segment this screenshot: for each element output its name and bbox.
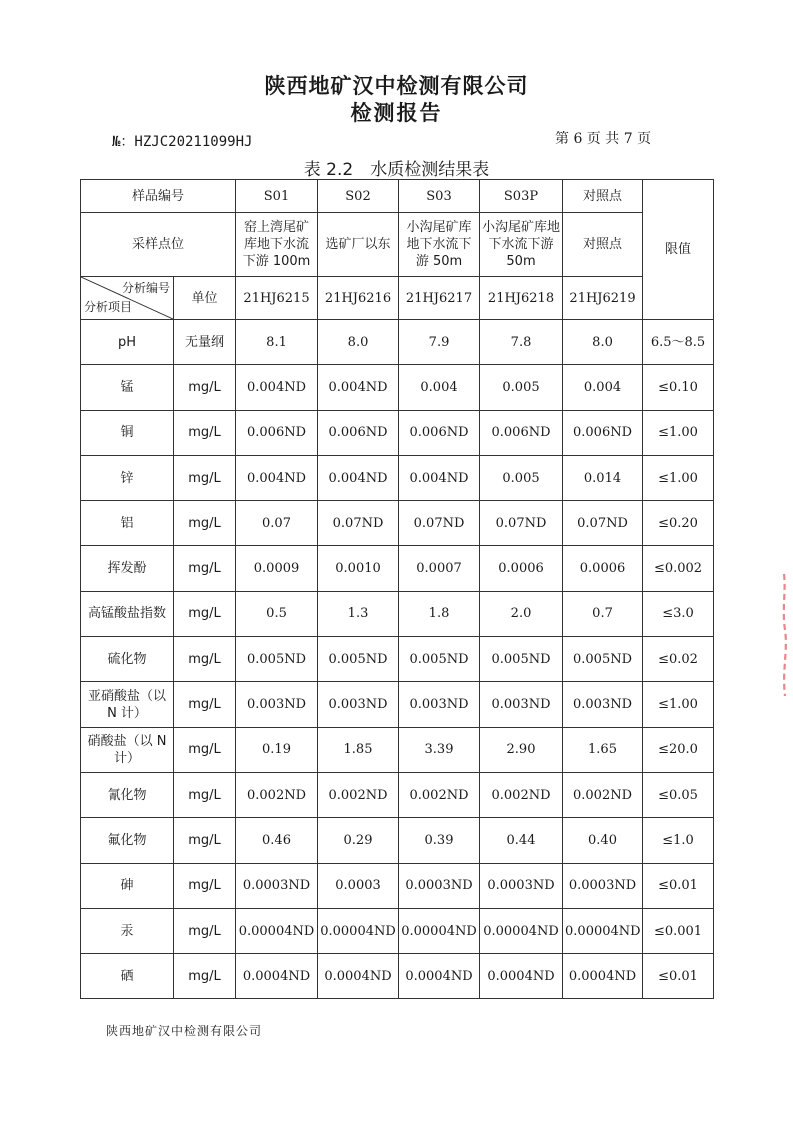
unit-cell: mg/L [174, 501, 236, 546]
unit-cell: mg/L [174, 410, 236, 455]
result-value: 0.006ND [563, 410, 643, 455]
table-row [81, 772, 714, 817]
analysis-item: 亚硝酸盐（以 N 计） [81, 682, 174, 727]
sample-id: S03P [480, 180, 563, 213]
sampling-point: 窑上湾尾矿库地下水流下游 100m [236, 213, 318, 277]
result-value: 0.002ND [318, 772, 399, 817]
result-value: 0.0004ND [563, 954, 643, 999]
analysis-item: 铝 [81, 501, 174, 546]
limit-header: 限值 [643, 180, 714, 320]
sample-id: S02 [318, 180, 399, 213]
result-value: 0.006ND [480, 410, 563, 455]
analysis-no: 21HJ6218 [480, 277, 563, 320]
unit-label: 单位 [174, 277, 236, 320]
result-value: 0.0009 [236, 546, 318, 591]
table-row [81, 908, 714, 953]
limit-value: ≤20.0 [643, 727, 714, 772]
unit-cell: mg/L [174, 591, 236, 636]
analysis-item: 氰化物 [81, 772, 174, 817]
result-value: 0.0003ND [399, 863, 480, 908]
sampling-point: 对照点 [563, 213, 643, 277]
result-value: 0.003ND [236, 682, 318, 727]
result-value: 0.40 [563, 818, 643, 863]
result-value: 0.005ND [399, 637, 480, 682]
result-value: 0.7 [563, 591, 643, 636]
result-value: 3.39 [399, 727, 480, 772]
table-row [81, 365, 714, 410]
table-row [81, 727, 714, 772]
unit-cell: 无量纲 [174, 320, 236, 365]
unit-cell: mg/L [174, 908, 236, 953]
analysis-item: 硒 [81, 954, 174, 999]
unit-cell: mg/L [174, 455, 236, 500]
unit-cell: mg/L [174, 637, 236, 682]
header-row-analysis-no [81, 277, 714, 320]
analysis-item: 锌 [81, 455, 174, 500]
result-value: 0.0003 [318, 863, 399, 908]
result-value: 0.0007 [399, 546, 480, 591]
header-row-sampling-point [81, 213, 714, 277]
result-value: 0.005 [480, 365, 563, 410]
result-value: 0.00004ND [236, 908, 318, 953]
result-value: 0.006ND [318, 410, 399, 455]
table-row [81, 863, 714, 908]
footer-company: 陕西地矿汉中检测有限公司 [106, 1024, 263, 1038]
result-value: 0.006ND [236, 410, 318, 455]
result-value: 0.39 [399, 818, 480, 863]
result-value: 2.90 [480, 727, 563, 772]
result-value: 0.005ND [318, 637, 399, 682]
result-value: 0.002ND [563, 772, 643, 817]
result-value: 0.003ND [399, 682, 480, 727]
table-row [81, 410, 714, 455]
analysis-no: 21HJ6219 [563, 277, 643, 320]
result-value: 0.002ND [480, 772, 563, 817]
result-value: 0.006ND [399, 410, 480, 455]
result-value: 0.014 [563, 455, 643, 500]
table-row [81, 546, 714, 591]
sample-id: S03 [399, 180, 480, 213]
table-row [81, 501, 714, 546]
sampling-point: 小沟尾矿库地下水流下游 50m [480, 213, 563, 277]
unit-cell: mg/L [174, 863, 236, 908]
result-value: 8.0 [563, 320, 643, 365]
sample-no-label: 样品编号 [81, 180, 236, 213]
result-value: 1.85 [318, 727, 399, 772]
unit-cell: mg/L [174, 682, 236, 727]
result-value: 0.0004ND [236, 954, 318, 999]
result-value: 0.003ND [480, 682, 563, 727]
result-value: 0.00004ND [318, 908, 399, 953]
limit-value: ≤0.10 [643, 365, 714, 410]
result-value: 0.07ND [480, 501, 563, 546]
result-value: 0.003ND [318, 682, 399, 727]
analysis-item: 挥发酚 [81, 546, 174, 591]
analysis-item-label: 分析项目 [84, 300, 133, 314]
limit-value: ≤0.20 [643, 501, 714, 546]
table-row [81, 954, 714, 999]
result-value: 0.0003ND [480, 863, 563, 908]
limit-value: ≤0.01 [643, 954, 714, 999]
result-value: 7.9 [399, 320, 480, 365]
result-value: 0.002ND [399, 772, 480, 817]
limit-value: ≤1.00 [643, 455, 714, 500]
sampling-point: 小沟尾矿库地下水流下游 50m [399, 213, 480, 277]
result-value: 7.8 [480, 320, 563, 365]
result-value: 0.004 [399, 365, 480, 410]
result-value: 0.0003ND [563, 863, 643, 908]
result-value: 0.00004ND [399, 908, 480, 953]
result-value: 1.8 [399, 591, 480, 636]
limit-value: 6.5～8.5 [643, 320, 714, 365]
result-value: 0.004 [563, 365, 643, 410]
result-value: 0.07 [236, 501, 318, 546]
result-value: 0.004ND [236, 455, 318, 500]
limit-value: ≤0.002 [643, 546, 714, 591]
unit-cell: mg/L [174, 365, 236, 410]
result-value: 0.0003ND [236, 863, 318, 908]
result-value: 0.46 [236, 818, 318, 863]
table-title: 表 2.2 水质检测结果表 [303, 160, 490, 180]
report-number: №：HZJC20211099HJ [112, 134, 253, 150]
result-value: 0.0006 [563, 546, 643, 591]
report-title: 检测报告 [350, 101, 443, 125]
result-value: 0.07ND [563, 501, 643, 546]
result-value: 1.65 [563, 727, 643, 772]
result-value: 0.005 [480, 455, 563, 500]
result-value: 0.0006 [480, 546, 563, 591]
analysis-item: 硝酸盐（以 N 计） [81, 727, 174, 772]
result-value: 0.005ND [563, 637, 643, 682]
limit-value: ≤3.0 [643, 591, 714, 636]
analysis-no: 21HJ6215 [236, 277, 318, 320]
result-value: 1.3 [318, 591, 399, 636]
sample-id: S01 [236, 180, 318, 213]
result-value: 0.004ND [318, 455, 399, 500]
stamp-edge-mark [770, 570, 790, 700]
result-value: 0.005ND [480, 637, 563, 682]
header-row-sample-no [81, 180, 714, 213]
unit-cell: mg/L [174, 818, 236, 863]
result-value: 0.004ND [236, 365, 318, 410]
result-value: 0.00004ND [563, 908, 643, 953]
page-info: 第 6 页 共 7 页 [555, 131, 652, 147]
results-table [80, 179, 714, 999]
result-value: 0.07ND [318, 501, 399, 546]
result-value: 0.07ND [399, 501, 480, 546]
limit-value: ≤0.05 [643, 772, 714, 817]
table-row [81, 455, 714, 500]
analysis-item: 铜 [81, 410, 174, 455]
result-value: 0.29 [318, 818, 399, 863]
result-value: 0.004ND [399, 455, 480, 500]
result-value: 8.0 [318, 320, 399, 365]
result-value: 2.0 [480, 591, 563, 636]
result-value: 0.5 [236, 591, 318, 636]
organization-title: 陕西地矿汉中检测有限公司 [264, 74, 529, 98]
table-row [81, 320, 714, 365]
result-value: 0.005ND [236, 637, 318, 682]
result-value: 8.1 [236, 320, 318, 365]
unit-cell: mg/L [174, 727, 236, 772]
analysis-item: 高锰酸盐指数 [81, 591, 174, 636]
analysis-no: 21HJ6217 [399, 277, 480, 320]
sample-id: 对照点 [563, 180, 643, 213]
analysis-item: 锰 [81, 365, 174, 410]
unit-cell: mg/L [174, 954, 236, 999]
limit-value: ≤0.001 [643, 908, 714, 953]
limit-value: ≤0.02 [643, 637, 714, 682]
unit-cell: mg/L [174, 772, 236, 817]
limit-value: ≤1.00 [643, 682, 714, 727]
result-value: 0.0004ND [480, 954, 563, 999]
limit-value: ≤0.01 [643, 863, 714, 908]
table-row [81, 637, 714, 682]
limit-value: ≤1.0 [643, 818, 714, 863]
result-value: 0.003ND [563, 682, 643, 727]
table-row [81, 682, 714, 727]
sampling-point-label: 采样点位 [81, 213, 236, 277]
analysis-item: 氟化物 [81, 818, 174, 863]
result-value: 0.44 [480, 818, 563, 863]
analysis-no: 21HJ6216 [318, 277, 399, 320]
analysis-no-label: 分析编号 [121, 281, 170, 295]
result-value: 0.00004ND [480, 908, 563, 953]
table-row [81, 591, 714, 636]
analysis-item: 汞 [81, 908, 174, 953]
analysis-item: 砷 [81, 863, 174, 908]
result-value: 0.0004ND [318, 954, 399, 999]
unit-cell: mg/L [174, 546, 236, 591]
result-value: 0.0010 [318, 546, 399, 591]
limit-value: ≤1.00 [643, 410, 714, 455]
result-value: 0.19 [236, 727, 318, 772]
result-value: 0.004ND [318, 365, 399, 410]
result-value: 0.002ND [236, 772, 318, 817]
analysis-item: pH [81, 320, 174, 365]
diagonal-header-cell [81, 277, 174, 320]
table-row [81, 818, 714, 863]
sampling-point: 选矿厂以东 [318, 213, 399, 277]
result-value: 0.0004ND [399, 954, 480, 999]
analysis-item: 硫化物 [81, 637, 174, 682]
